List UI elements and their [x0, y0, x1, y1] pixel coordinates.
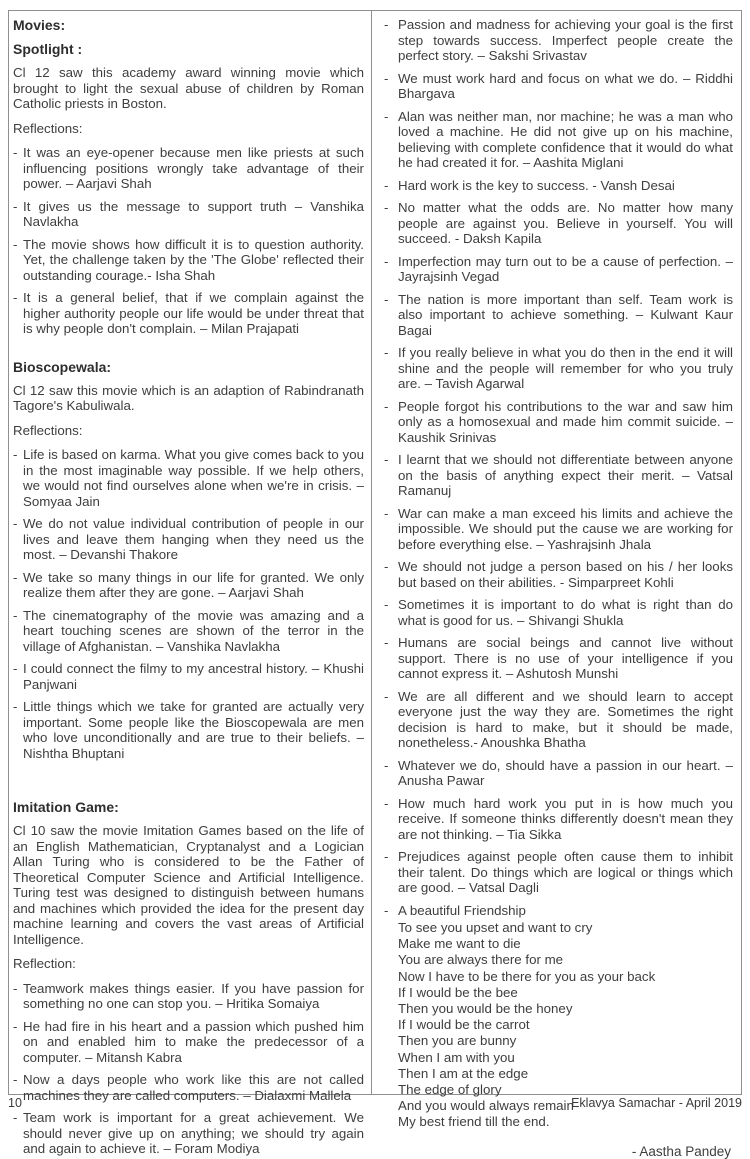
quote-item [384, 109, 733, 171]
quote-text: We should not judge a person based on his / her looks but based on their abilities. - Simparpreet Kohli [398, 559, 733, 590]
bullet-dash: - [13, 1072, 18, 1087]
quote-item [384, 452, 733, 499]
quote-text: The nation is more important than self. Team work is also important to achieve something. – Kulwant Kaur Bagai [398, 291, 733, 338]
poem-line: Now I have to be there for you as your back [398, 968, 656, 984]
bullet-dash: - [384, 17, 389, 32]
reflection-text: He had fire in his heart and a passion which pushed him on and enabled him to make the predecessor of a computer. – Mitansh Kabra [23, 1018, 364, 1065]
bullet-dash: - [384, 505, 389, 521]
quote-text: No matter what the odds are. No matter how many people are against you. Believe in yourself. You will succeed. - Daksh Kapila [398, 200, 733, 246]
quote-text: War can make a man exceed his limits and achieve the impossible. We should put the cause we are working for before everything else. – Yashrajsinh Jhala [398, 505, 733, 552]
bullet-dash: - [13, 516, 18, 531]
quote-item [384, 635, 733, 682]
quote-text: Humans are social beings and cannot live without support. There is no use of your intelligence if you cannot express it. – Ashutosh Munshi [398, 635, 733, 681]
poem-line: You are always there for me [398, 952, 564, 968]
bullet-dash: - [13, 290, 18, 305]
reflection-item [13, 447, 364, 509]
poem-line: My best friend till the end. [398, 1114, 550, 1130]
bullet-dash: - [13, 980, 18, 996]
reflection-text: We do not value individual contribution of people in our lives and leave them hanging when they need us the most. – Devanshi Thakore [23, 516, 364, 562]
quote-item [384, 292, 733, 339]
bullet-dash: - [384, 291, 389, 307]
bullet-dash: - [384, 452, 389, 467]
bullet-dash: - [384, 398, 389, 414]
reflection-item [13, 1019, 364, 1066]
bullet-dash: - [13, 569, 18, 585]
reflection-text: It is a general belief, that if we complain against the higher authority people our life would be under threat that is why people don't complain. – Milan Prajapati [23, 290, 364, 336]
poem-title-item [384, 903, 733, 919]
reflection-text: The cinematography of the movie was amazing and a heart touching scenes are shown of the terror in the village of Afghanistan. – Vanshika Navlakha [23, 607, 364, 654]
heading-bioscopewala: Bioscopewala: [13, 358, 112, 375]
bullet-dash: - [384, 635, 389, 650]
reflection-text: We take so many things in our life for granted. We only realize them after they are gone. – Aarjavi Shah [23, 569, 364, 600]
quote-text: I learnt that we should not differentiate between anyone on the basis of anything expect their merit. – Vatsal Ramanuj [398, 452, 733, 498]
reflection-text: Team work is important for a great achievement. We should never give up on anything; we should try again and again to achieve it. – Foram Modiya [23, 1110, 364, 1156]
imitation-reflections-label: Reflection: [13, 956, 76, 971]
poem-line: If I would be the bee [398, 984, 518, 1000]
spotlight-paragraph: Cl 12 saw this academy award winning movie which brought to light the sexual abuse of children by Roman Catholic priests in Boston. [13, 65, 364, 111]
poem-line: The edge of glory [398, 1082, 502, 1098]
imitation-paragraph: Cl 10 saw the movie Imitation Games based on the life of an English Mathematician, Cryptanalyst and a Logician Allan Turing who is considered to be the Father of Theoretical Computer Science and Artificial Intelligence. Turing test was designed to distinguish between humans and machines which provided the idea for the present day machine learning and covers the vast areas of Artificial Intelligence. [13, 823, 364, 947]
poem-line: When I am with you [398, 1049, 515, 1065]
reflection-item [13, 237, 364, 284]
poem-line: Then you are bunny [398, 1033, 517, 1049]
bullet-dash: - [13, 198, 18, 214]
quote-text: Whatever we do, should have a passion in our heart. – Anusha Pawar [398, 757, 733, 788]
poem-author-signature: - Aastha Pandey [631, 1143, 731, 1159]
bullet-dash: - [13, 145, 18, 160]
bioscopewala-paragraph: Cl 12 saw this movie which is an adaption of Rabindranath Tagore's Kabuliwala. [13, 382, 364, 413]
left-column [9, 11, 372, 1156]
quote-text: Sometimes it is important to do what is right than do what is good for us. – Shivangi Shukla [398, 597, 733, 628]
bullet-dash: - [384, 559, 389, 574]
quote-item [384, 597, 733, 628]
reflection-text: It gives us the message to support truth – Vanshika Navlakha [23, 198, 364, 229]
reflection-item [13, 290, 364, 337]
quote-text: Passion and madness for achieving your goal is the first step towards success. Imperfect people create the perfect story. – Sakshi Srivastav [398, 17, 733, 63]
quote-text: If you really believe in what you do then in the end it will shine and the people will remember for who you truly are. – Tavish Agarwal [398, 345, 733, 391]
bullet-dash: - [384, 597, 389, 612]
reflection-item [13, 981, 364, 1012]
reflection-text: I could connect the filmy to my ancestral history. – Khushi Panjwani [23, 661, 364, 692]
quote-text: Prejudices against people often cause them to inhibit their talent. Do things which are logical or things which are good. – Vatsal Dagli [398, 849, 733, 895]
quote-text: Hard work is the key to success. - Vansh Desai [398, 177, 675, 193]
quote-item [384, 178, 733, 194]
bullet-dash: - [384, 795, 389, 811]
page-number: 10 [8, 1096, 22, 1110]
reflection-text: Life is based on karma. What you give comes back to you in the most imaginable way possible. If we help others, we would not find ourselves alone when we're in crisis. – Somyaa Jain [23, 447, 364, 509]
poem-line: Make me want to die [398, 936, 521, 952]
bioscopewala-reflections-label: Reflections: [13, 422, 83, 438]
reflection-item [13, 699, 364, 761]
quote-item [384, 254, 733, 285]
bullet-dash: - [384, 688, 389, 704]
poem-line: To see you upset and want to cry [398, 920, 593, 935]
heading-spotlight: Spotlight : [13, 41, 83, 57]
reflection-item [13, 570, 364, 601]
bullet-dash: - [13, 447, 18, 462]
poem-title: A beautiful Friendship [398, 902, 526, 918]
bullet-dash: - [13, 1110, 18, 1125]
quote-item [384, 71, 733, 102]
quote-item [384, 200, 733, 247]
bullet-dash: - [384, 200, 389, 215]
quote-text: We are all different and we should learn to accept everyone just the way they are. Sometimes the right decision is hard to make, but it should be made, nonetheless.- Anoushka Bhatha [398, 688, 733, 750]
reflection-text: It was an eye-opener because men like priests at such influencing positions wrongly take advantage of their power. – Aarjavi Shah [23, 145, 364, 191]
quote-item [384, 399, 733, 446]
reflection-item [13, 661, 364, 692]
bullet-dash: - [384, 849, 389, 864]
bullet-dash: - [13, 699, 18, 714]
quote-text: Imperfection may turn out to be a cause of perfection. – Jayrajsinh Vegad [398, 253, 733, 284]
heading-imitation-game: Imitation Game: [13, 799, 119, 815]
bullet-dash: - [384, 253, 389, 269]
reflection-text: The movie shows how difficult it is to question authority. Yet, the challenge taken by the 'The Globe' reflected their outstanding courage.- Isha Shah [23, 236, 364, 283]
issue-title: Eklavya Samachar - April 2019 [571, 1096, 742, 1110]
quote-item [384, 849, 733, 896]
quote-text: Alan was neither man, nor machine; he was a man who loved a machine. He did not give up on his machine, believing with complete confidence that it would do what he had created it for. – Aashita Miglani [398, 108, 733, 170]
quote-item [384, 796, 733, 843]
reflection-item [13, 1110, 364, 1157]
bullet-dash: - [13, 607, 18, 623]
bullet-dash: - [384, 177, 389, 193]
bullet-dash: - [384, 345, 389, 360]
poem-line: And you would always remain [398, 1098, 574, 1114]
quote-item [384, 345, 733, 392]
quote-item [384, 689, 733, 751]
reflection-text: Teamwork makes things easier. If you have passion for something no one can stop you. – Hritika Somaiya [23, 980, 364, 1011]
page-footer [8, 1096, 742, 1110]
bullet-dash: - [384, 108, 389, 124]
bullet-dash: - [384, 70, 389, 86]
bullet-dash: - [13, 236, 18, 252]
reflection-text: Little things which we take for granted are actually very important. Some people like the Bioscopewala are men who love unconditionally and are true to their beliefs. – Nishtha Bhuptani [23, 699, 364, 761]
quote-item [384, 559, 733, 590]
spotlight-reflections-label: Reflections: [13, 120, 83, 136]
reflection-text: Now a days people who work like this are not called machines they are called computers. – Dialaxmi Mallela [23, 1072, 364, 1103]
quote-item [384, 758, 733, 789]
bullet-dash: - [384, 757, 389, 773]
quote-text: We must work hard and focus on what we do. – Riddhi Bhargava [398, 70, 733, 101]
reflection-item [13, 199, 364, 230]
quote-item [384, 17, 733, 64]
heading-movies: Movies: [13, 17, 66, 33]
poem-line: If I would be the carrot [398, 1017, 530, 1033]
poem-line: Then you would be the honey [398, 1001, 573, 1017]
reflection-item [13, 145, 364, 192]
reflection-item [13, 516, 364, 563]
quote-item [384, 506, 733, 553]
poem-line: Then I am at the edge [398, 1065, 529, 1081]
bullet-dash: - [13, 1018, 18, 1034]
quote-text: People forgot his contributions to the war and saw him only as a homosexual and made him commit suicide. – Kaushik Srinivas [398, 398, 733, 445]
bullet-dash: - [13, 661, 18, 676]
reflection-item [13, 608, 364, 655]
bullet-dash: - [384, 902, 389, 918]
quote-text: How much hard work you put in is how much you receive. If someone thinks differently doesn't mean they are not thinking. – Tia Sikka [398, 795, 733, 842]
